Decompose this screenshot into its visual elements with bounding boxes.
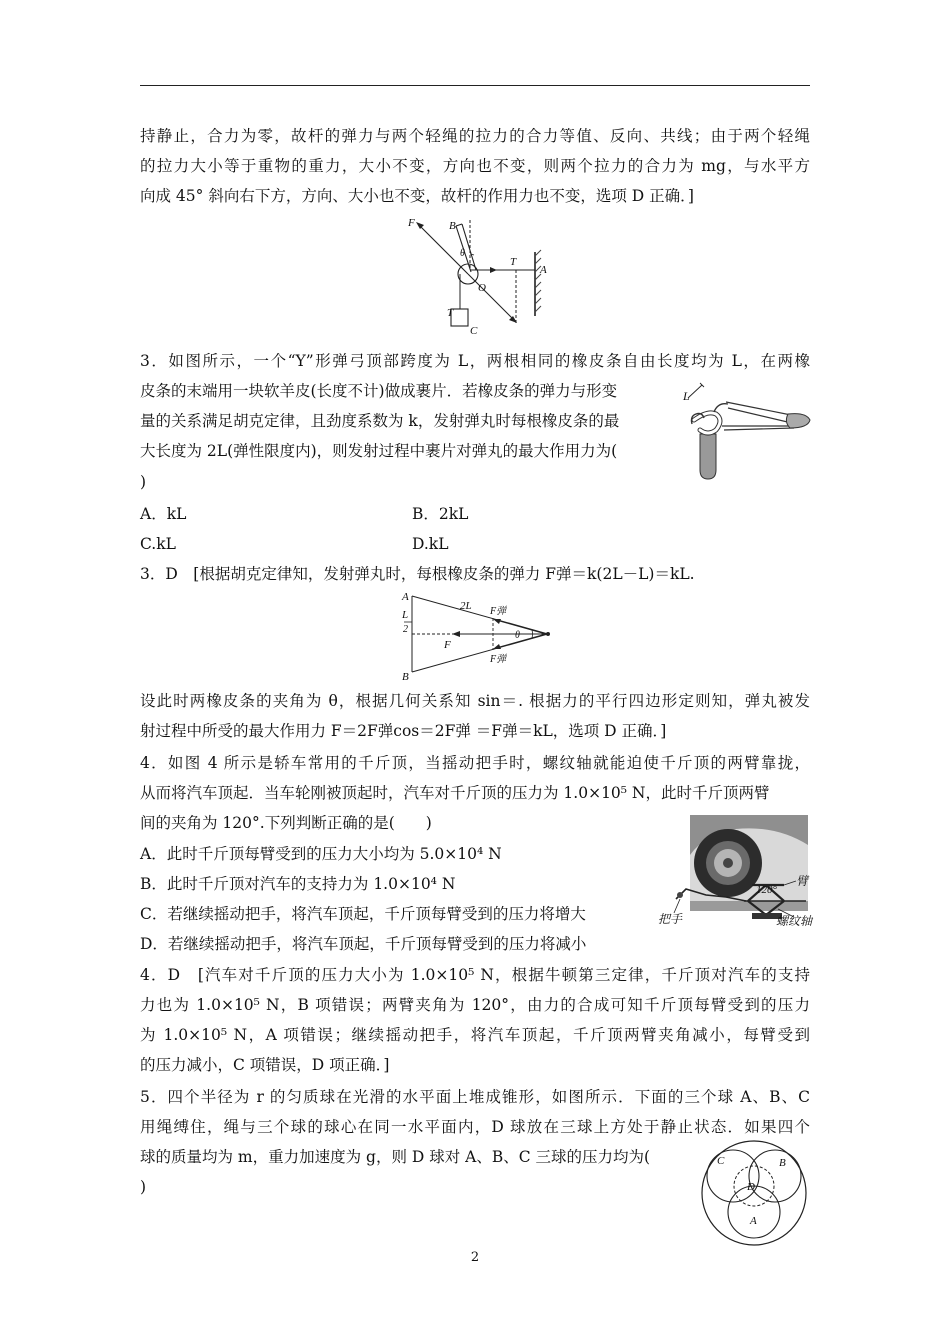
fig2-label-a: A [402,591,409,603]
fig2-label-l: L [402,609,409,621]
jack-label-handle: 把手 [658,912,683,926]
fig2-label-f-dan-top: F弹 [490,606,507,617]
header-rule [140,85,810,86]
q3-stem-line-1: 3．如图所示，一个“Y”形弹弓顶部跨度为 L，两根相同的橡皮条自由长度均为 L，在两橡 [140,352,810,370]
q4-solution-line-4: 的压力减小，C 项错误，D 项正确．] [140,1056,390,1074]
fig2-label-f: F [444,639,451,651]
rod-rope-figure [400,212,560,342]
q2-solution-line-2: 的拉力大小等于重物的重力，大小不变，方向也不变，则两个拉力的合力为 mg，与水平方 [140,157,810,175]
ball-label-d: D [747,1181,755,1193]
q3-option-d[interactable]: D.kL [412,535,449,553]
q4-option-b[interactable]: B．此时千斤顶对汽车的支持力为 1.0×10⁴ N [140,875,456,893]
ball-label-a: A [750,1215,757,1227]
q4-option-a[interactable]: A．此时千斤顶每臂受到的压力大小均为 5.0×10⁴ N [140,845,502,863]
fig1-label-t-top: T [510,256,517,268]
fig2-label-two: 2 [403,624,408,635]
q3-option-a[interactable]: A．kL [140,505,187,523]
fig2-label-b: B [402,671,409,683]
fig1-label-f: F [408,217,415,229]
ball-label-b: B [779,1157,786,1169]
q3-stem-line-3: 量的关系满足胡克定律，且劲度系数为 k，发射弹丸时每根橡皮条的最 [140,412,620,430]
q4-option-d[interactable]: D．若继续摇动把手，将汽车顶起，千斤顶每臂受到的压力将减小 [140,935,587,953]
jack-label-angle: 120° [756,884,777,896]
q5-stem-line-4: ) [140,1178,147,1196]
q3-stem-line-4: 大长度为 2L(弹性限度内)，则发射过程中裹片对弹丸的最大作用力为( [140,442,618,460]
force-triangle-figure [398,590,558,682]
q5-stem-line-1: 5．四个半径为 r 的匀质球在光滑的水平面上堆成锥形，如图所示．下面的三个球 A、B、C [140,1088,810,1106]
q4-solution-line-3: 为 1.0×10⁵ N，A 项错误；继续摇动把手，将汽车顶起，千斤顶两臂夹角减小，每臂受到 [140,1026,810,1044]
fig2-label-theta: θ [515,630,520,641]
slingshot-figure [678,382,813,480]
q5-stem-line-3: 球的质量均为 m，重力加速度为 g，则 D 球对 A、B、C 三球的压力均为( [140,1148,651,1166]
q3-solution-line-2: 射过程中所受的最大作用力 F＝2F弹cos＝2F弹 ＝F弹＝kL，选项 D 正确．] [140,722,667,740]
q3-answer: 3．D [根据胡克定律知，发射弹丸时，每根橡皮条的弹力 F弹＝k(2L－L)＝kL. [140,565,695,583]
q4-stem-line-1: 4．如图 4 所示是轿车常用的千斤顶，当摇动把手时，螺纹轴就能迫使千斤顶的两臂靠拢， [140,754,810,772]
q5-stem-line-2: 用绳缚住，绳与三个球的球心在同一水平面内，D 球放在三球上方处于静止状态．如果四个 [140,1118,810,1136]
ball-label-c: C [717,1155,725,1167]
fig1-label-theta: θ [460,248,465,259]
fig2-label-f-dan-bottom: F弹 [490,654,507,665]
fig1-label-c: C [470,325,478,337]
four-balls-figure [695,1138,813,1248]
q2-solution-line-3: 向成 45° 斜向右下方，方向、大小也不变，故杆的作用力也不变，选项 D 正确．] [140,187,694,205]
fig2-label-2l: 2L [460,600,472,612]
fig1-label-o: O [478,282,486,294]
q3-stem-line-5: ) [140,473,147,491]
fig1-label-b: B [449,220,456,232]
q2-solution-line-1: 持静止，合力为零，故杆的弹力与两个轻绳的拉力的合力等值、反向、共线；由于两个轻绳 [140,127,810,145]
jack-label-screw: 螺纹轴 [776,914,813,928]
jack-label-arm: 臂 [796,874,809,888]
q3-option-b[interactable]: B．2kL [412,505,469,523]
slingshot-label-l: L [683,389,690,403]
q3-stem-line-2: 皮条的末端用一块软羊皮(长度不计)做成裹片．若橡皮条的弹力与形变 [140,382,618,400]
q3-option-c[interactable]: C.kL [140,535,176,553]
q4-solution-line-1: 4．D [汽车对千斤顶的压力大小为 1.0×10⁵ N，根据牛顿第三定律，千斤顶对汽车的支持 [140,966,810,984]
fig1-label-a: A [540,264,547,276]
q4-stem-line-2: 从而将汽车顶起．当车轮刚被顶起时，汽车对千斤顶的压力为 1.0×10⁵ N，此时千斤顶两臂 [140,784,770,802]
q4-option-c[interactable]: C．若继续摇动把手，将汽车顶起，千斤顶每臂受到的压力将增大 [140,905,586,923]
q3-solution-line-1: 设此时两橡皮条的夹角为 θ，根据几何关系知 sin＝. 根据力的平行四边形定则知，弹丸被发 [140,692,810,710]
q4-solution-line-2: 力也为 1.0×10⁵ N，B 项错误；两臂夹角为 120°，由力的合成可知千斤顶每臂受到的压力 [140,996,810,1014]
car-jack-figure [656,815,812,927]
fig1-label-t-bottom: T [447,307,454,319]
page-number: 2 [470,1250,480,1265]
q4-stem-line-3: 间的夹角为 120°.下列判断正确的是( ) [140,814,432,832]
